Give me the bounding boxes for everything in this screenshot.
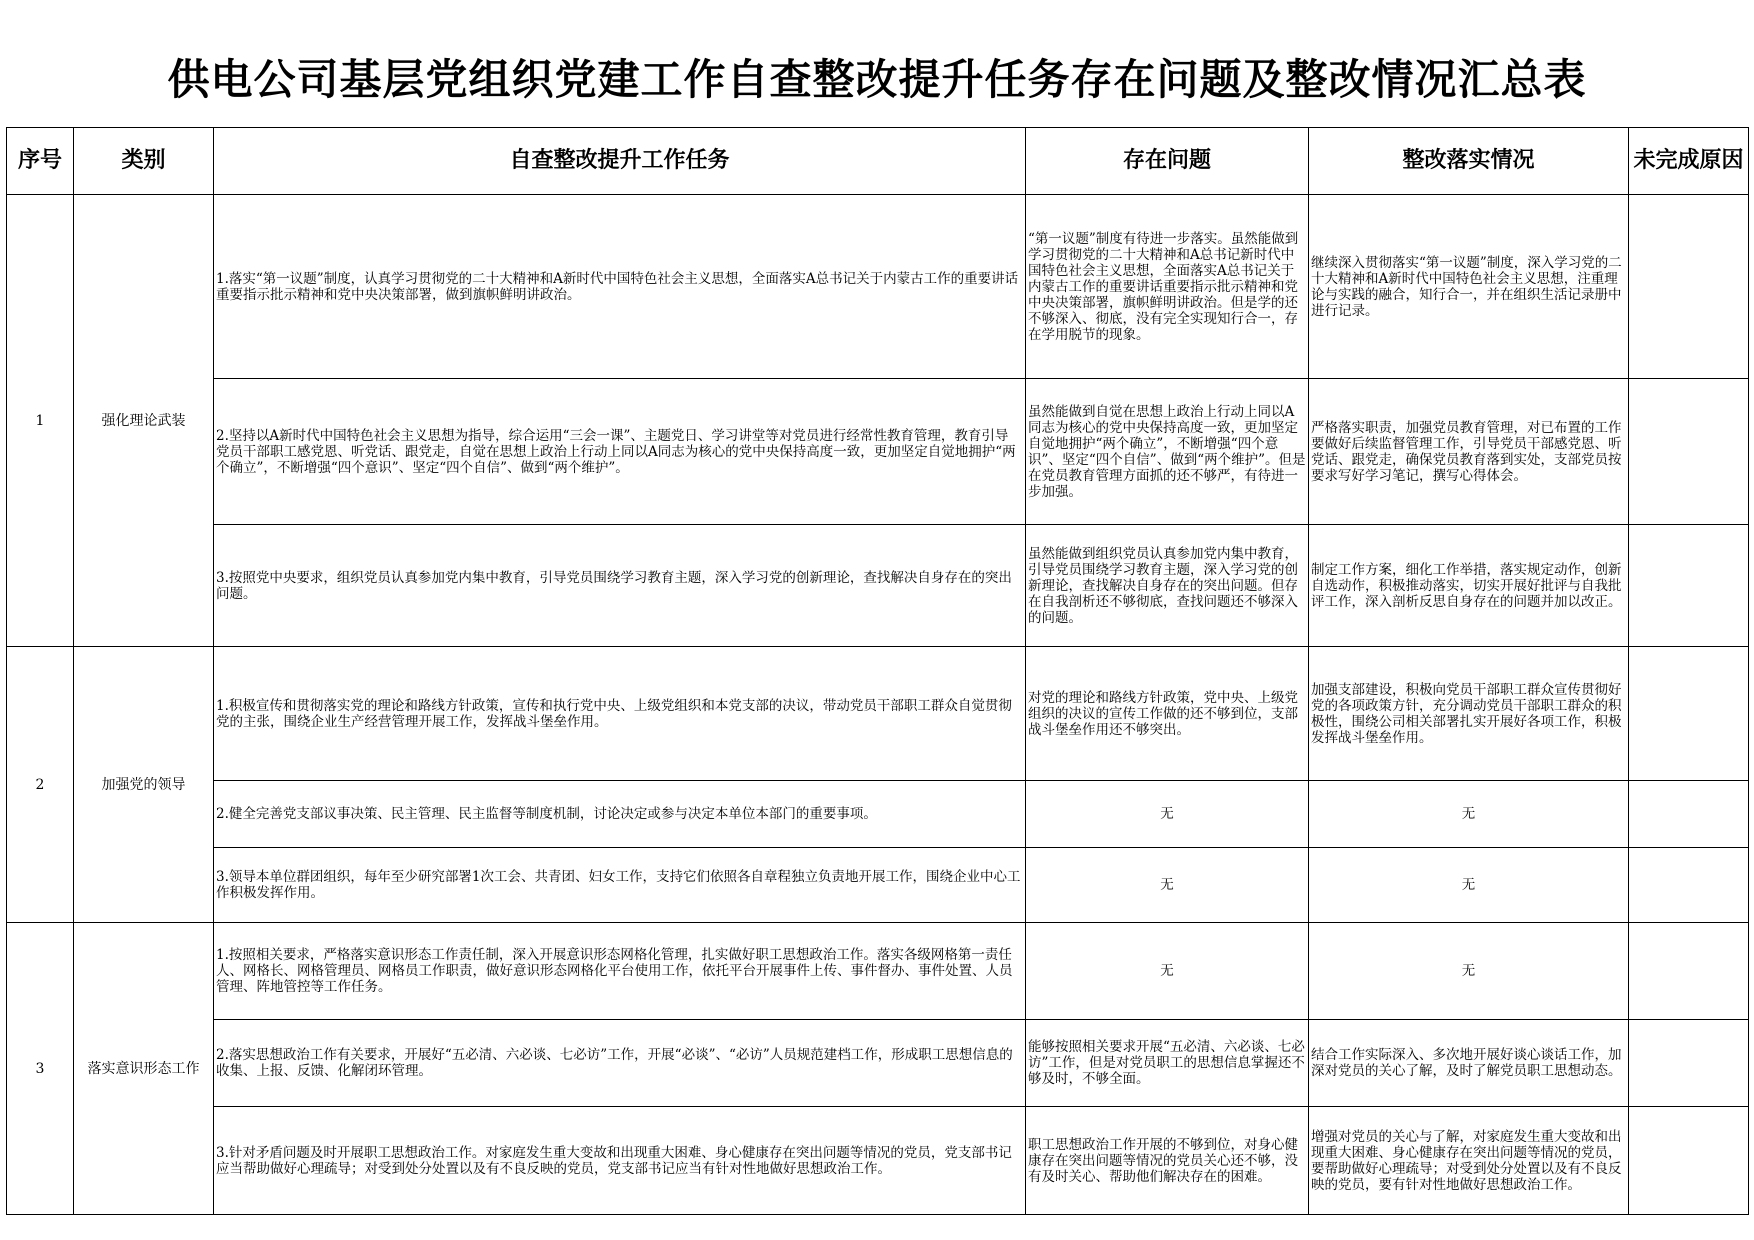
problem-cell: “第一议题”制度有待进一步落实。虽然能做到学习贯彻党的二十大精神和A总书记新时代中国特色社会主义思想，全面落实A总书记关于内蒙古工作的重要讲话重要指示批示精神和党中央决策部署，旗帜鲜明讲政治。但是学的还不够深入、彻底，没有完全实现知行合一，存在学用脱节的现象。	[1026, 195, 1309, 379]
rectification-cell: 无	[1309, 848, 1629, 923]
table-row	[7, 923, 1749, 1020]
summary-table	[6, 127, 1749, 1215]
rectification-cell: 继续深入贯彻落实“第一议题”制度，深入学习党的二十大精神和A新时代中国特色社会主义思想，注重理论与实践的融合，知行合一，并在组织生活记录册中进行记录。	[1309, 195, 1629, 379]
problem-cell: 无	[1026, 781, 1309, 848]
header-reason: 未完成原因	[1629, 128, 1749, 195]
table-row	[7, 647, 1749, 781]
header-rectification: 整改落实情况	[1309, 128, 1629, 195]
table-row	[7, 1020, 1749, 1107]
reason-cell	[1629, 195, 1749, 379]
reason-cell	[1629, 781, 1749, 848]
problem-cell: 职工思想政治工作开展的不够到位，对身心健康存在突出问题等情况的党员关心还不够，没有及时关心、帮助他们解决存在的困难。	[1026, 1107, 1309, 1215]
task-cell: 1.积极宣传和贯彻落实党的理论和路线方针政策，宣传和执行党中央、上级党组织和本党支部的决议，带动党员干部职工群众自觉贯彻党的主张，围绕企业生产经营管理开展工作，发挥战斗堡垒作用。	[214, 647, 1026, 781]
seq-cell: 3	[7, 923, 74, 1215]
seq-cell: 2	[7, 647, 74, 923]
problem-cell: 虽然能做到组织党员认真参加党内集中教育，引导党员围绕学习教育主题，深入学习党的创新理论，查找解决自身存在的突出问题。但存在自我剖析还不够彻底，查找问题还不够深入的问题。	[1026, 525, 1309, 647]
task-cell: 2.落实思想政治工作有关要求，开展好“五必清、六必谈、七必访”工作，开展“必谈”、“必访”人员规范建档工作，形成职工思想信息的收集、上报、反馈、化解闭环管理。	[214, 1020, 1026, 1107]
header-task: 自查整改提升工作任务	[214, 128, 1026, 195]
category-cell: 落实意识形态工作	[74, 923, 214, 1215]
category-cell: 加强党的领导	[74, 647, 214, 923]
reason-cell	[1629, 1020, 1749, 1107]
table-row	[7, 1107, 1749, 1215]
task-cell: 3.按照党中央要求，组织党员认真参加党内集中教育，引导党员围绕学习教育主题，深入学习党的创新理论，查找解决自身存在的突出问题。	[214, 525, 1026, 647]
page-title: 供电公司基层党组织党建工作自查整改提升任务存在问题及整改情况汇总表	[167, 55, 1587, 104]
reason-cell	[1629, 923, 1749, 1020]
task-cell: 2.健全完善党支部议事决策、民主管理、民主监督等制度机制，讨论决定或参与决定本单位本部门的重要事项。	[214, 781, 1026, 848]
reason-cell	[1629, 525, 1749, 647]
rectification-cell: 无	[1309, 923, 1629, 1020]
table-row	[7, 525, 1749, 647]
rectification-cell: 制定工作方案，细化工作举措，落实规定动作，创新自选动作，积极推动落实，切实开展好批评与自我批评工作，深入剖析反思自身存在的问题并加以改正。	[1309, 525, 1629, 647]
rectification-cell: 无	[1309, 781, 1629, 848]
header-problem: 存在问题	[1026, 128, 1309, 195]
task-cell: 2.坚持以A新时代中国特色社会主义思想为指导，综合运用“三会一课”、主题党日、学习讲堂等对党员进行经常性教育管理，教育引导党员干部职工感党恩、听党话、跟党走，自觉在思想上政治上行动上同以A同志为核心的党中央保持高度一致，更加坚定自觉地拥护“两个确立”，不断增强“四个意识”、坚定“四个自信”、做到“两个维护”。	[214, 379, 1026, 525]
task-cell: 3.针对矛盾问题及时开展职工思想政治工作。对家庭发生重大变故和出现重大困难、身心健康存在突出问题等情况的党员，党支部书记应当帮助做好心理疏导；对受到处分处置以及有不良反映的党员，党支部书记应当有针对性地做好思想政治工作。	[214, 1107, 1026, 1215]
reason-cell	[1629, 647, 1749, 781]
rectification-cell: 加强支部建设，积极向党员干部职工群众宣传贯彻好党的各项政策方针，充分调动党员干部职工群众的积极性，围绕公司相关部署扎实开展好各项工作，积极发挥战斗堡垒作用。	[1309, 647, 1629, 781]
task-cell: 3.领导本单位群团组织，每年至少研究部署1次工会、共青团、妇女工作，支持它们依照各自章程独立负责地开展工作，围绕企业中心工作积极发挥作用。	[214, 848, 1026, 923]
reason-cell	[1629, 379, 1749, 525]
category-cell: 强化理论武装	[74, 195, 214, 647]
reason-cell	[1629, 848, 1749, 923]
rectification-cell: 严格落实职责，加强党员教育管理，对已布置的工作要做好后续监督管理工作，引导党员干部感党恩、听党话、跟党走，确保党员教育落到实处，支部党员按要求写好学习笔记，撰写心得体会。	[1309, 379, 1629, 525]
problem-cell: 虽然能做到自觉在思想上政治上行动上同以A同志为核心的党中央保持高度一致，更加坚定自觉地拥护“两个确立”，不断增强“四个意识”、坚定“四个自信”、做到“两个维护”。但是在党员教育管理方面抓的还不够严，有待进一步加强。	[1026, 379, 1309, 525]
rectification-cell: 增强对党员的关心与了解，对家庭发生重大变故和出现重大困难、身心健康存在突出问题等情况的党员，要帮助做好心理疏导；对受到处分处置以及有不良反映的党员，要有针对性地做好思想政治工作。	[1309, 1107, 1629, 1215]
reason-cell	[1629, 1107, 1749, 1215]
table-row	[7, 379, 1749, 525]
header-seq: 序号	[7, 128, 74, 195]
table-row	[7, 195, 1749, 379]
table-row	[7, 781, 1749, 848]
seq-cell: 1	[7, 195, 74, 647]
problem-cell: 能够按照相关要求开展“五必清、六必谈、七必访”工作，但是对党员职工的思想信息掌握还不够及时，不够全面。	[1026, 1020, 1309, 1107]
rectification-cell: 结合工作实际深入、多次地开展好谈心谈话工作，加深对党员的关心了解，及时了解党员职工思想动态。	[1309, 1020, 1629, 1107]
task-cell: 1.落实“第一议题”制度，认真学习贯彻党的二十大精神和A新时代中国特色社会主义思想，全面落实A总书记关于内蒙古工作的重要讲话重要指示批示精神和党中央决策部署，做到旗帜鲜明讲政治。	[214, 195, 1026, 379]
problem-cell: 无	[1026, 923, 1309, 1020]
problem-cell: 无	[1026, 848, 1309, 923]
task-cell: 1.按照相关要求，严格落实意识形态工作责任制，深入开展意识形态网格化管理，扎实做好职工思想政治工作。落实各级网格第一责任人、网格长、网格管理员、网格员工作职责，做好意识形态网格化平台使用工作，依托平台开展事件上传、事件督办、事件处置、人员管理、阵地管控等工作任务。	[214, 923, 1026, 1020]
header-row	[7, 128, 1749, 195]
problem-cell: 对党的理论和路线方针政策，党中央、上级党组织的决议的宣传工作做的还不够到位，支部战斗堡垒作用还不够突出。	[1026, 647, 1309, 781]
header-category: 类别	[74, 128, 214, 195]
table-row	[7, 848, 1749, 923]
